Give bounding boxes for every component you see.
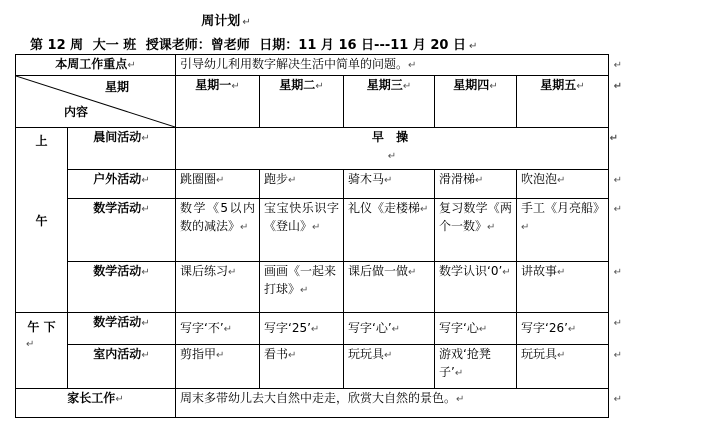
period-am-bottom: 午 [35, 214, 48, 228]
period-am-cell [16, 128, 68, 313]
math-row-1 [16, 199, 609, 262]
outdoor-wed: 骑木马↵ [344, 170, 435, 199]
indoor-mon: 剪指甲↵ [176, 345, 260, 389]
day-header-wed: 星期三↵ [344, 76, 435, 128]
focus-text-cell: 引导幼儿利用数字解决生活中简单的问题。↵ ↵ [176, 55, 609, 76]
math-label-1: 数学活动↵ [68, 199, 176, 262]
math3-wed: 写字‘心’↵ [344, 313, 435, 345]
outdoor-row [16, 170, 609, 199]
day-header-fri: 星期五↵ ↵ [517, 76, 609, 128]
math-label-2: 数学活动↵ [68, 262, 176, 313]
teacher-name: 授课老师：曾老师 [145, 38, 250, 53]
header-row [16, 76, 609, 128]
outdoor-label: 户外活动↵ [68, 170, 176, 199]
diagonal-header-cell [16, 76, 176, 128]
parent-label-cell: 家长工作↵ [16, 389, 176, 418]
indoor-fri: 玩玩具↵ ↵ [517, 345, 609, 389]
header-week-label: 星期 [104, 80, 129, 94]
math-row-2 [16, 262, 609, 313]
indoor-tue: 看书↵ [260, 345, 344, 389]
header-content-label: 内容 [64, 105, 89, 119]
diagonal-line [16, 76, 175, 127]
math2-mon: 课后练习↵ [176, 262, 260, 313]
math-label-3: 数学活动↵ [68, 313, 176, 345]
focus-row [16, 55, 609, 76]
outdoor-thu: 滑滑梯↵ [435, 170, 517, 199]
document-title: 周计划 ↵ [201, 14, 251, 29]
math-row-3 [16, 313, 609, 345]
math2-tue: 画画《一起来打球》↵ [260, 262, 344, 313]
math1-thu: 复习数学《两个一数》↵ [435, 199, 517, 262]
morning-activity: 早 操 ↵ ↵ [176, 128, 609, 170]
math2-thu: 数学认识‘0’↵ [435, 262, 517, 313]
indoor-wed: 玩玩具↵ [344, 345, 435, 389]
week-number: 第 12 周 [30, 38, 84, 53]
math3-mon: 写字‘不’↵ [176, 313, 260, 345]
period-pm-cell: 午 下 ↵ [16, 313, 68, 389]
day-header-mon: 星期一↵ [176, 76, 260, 128]
day-header-tue: 星期二↵ [260, 76, 344, 128]
week-info-line: 第 12 周 大一 班 授课老师：曾老师 日期：11 月 16 日---11 月 20 日 ↵ [30, 38, 478, 53]
focus-label-cell: 本周工作重点↵ [16, 55, 176, 76]
math1-fri: 手工《月亮船》↵ ↵ [517, 199, 609, 262]
morning-row [16, 128, 609, 170]
math1-wed: 礼仪《走楼梯↵ [344, 199, 435, 262]
class-name: 大一 班 [92, 38, 137, 53]
math2-wed: 课后做一做↵ [344, 262, 435, 313]
period-am-top: 上 [35, 134, 48, 148]
parent-text-cell: 周末多带幼儿去大自然中走走，欣赏大自然的景色。↵ ↵ [176, 389, 609, 418]
outdoor-mon: 跳圈圈↵ [176, 170, 260, 199]
math3-tue: 写字‘25’↵ [260, 313, 344, 345]
indoor-row [16, 345, 609, 389]
weekly-plan-table [15, 54, 622, 418]
parent-row [16, 389, 609, 418]
period-pm-label: 午 下 [27, 320, 56, 334]
day-header-thu: 星期四↵ [435, 76, 517, 128]
math1-mon: 数学《5以内数的减法》↵ [176, 199, 260, 262]
indoor-label: 室内活动↵ [68, 345, 176, 389]
math2-fri: 讲故事↵ ↵ [517, 262, 609, 313]
outdoor-tue: 跑步↵ [260, 170, 344, 199]
math1-tue: 宝宝快乐识字《登山》↵ [260, 199, 344, 262]
indoor-thu: 游戏‘抢凳子’↵ [435, 345, 517, 389]
date-range: 日期：11 月 16 日---11 月 20 日 [259, 38, 467, 53]
morning-label: 晨间活动↵ [68, 128, 176, 170]
outdoor-fri: 吹泡泡↵ ↵ [517, 170, 609, 199]
math3-thu: 写字‘心↵ [435, 313, 517, 345]
math3-fri: 写字‘26’↵ ↵ [517, 313, 609, 345]
